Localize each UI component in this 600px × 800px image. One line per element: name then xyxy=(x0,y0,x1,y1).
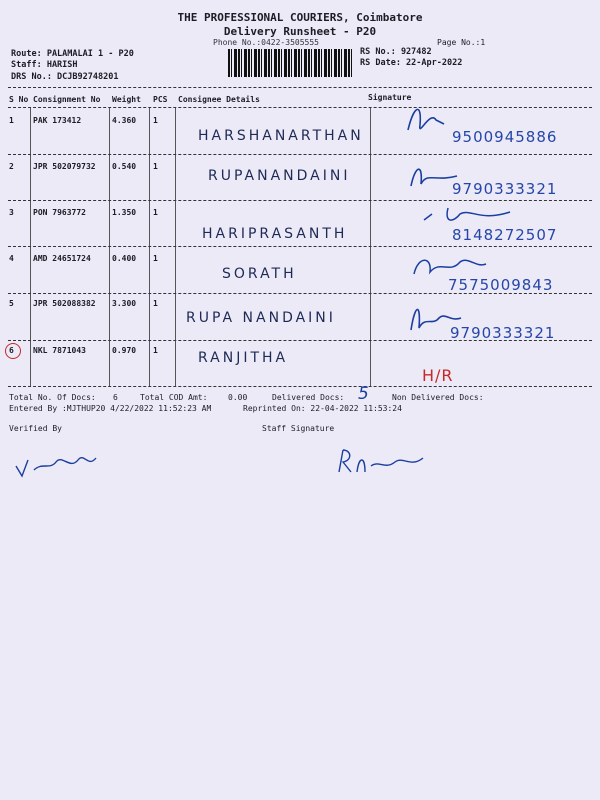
row5-sno: 5 xyxy=(9,299,14,308)
row3-consignee: HARIPRASANTH xyxy=(202,226,348,242)
row2-consignment: JPR 502079732 xyxy=(33,162,96,171)
page-number: Page No.:1 xyxy=(437,38,486,47)
row5-sign-phone: 9790333321 xyxy=(450,324,556,342)
row4-sign-phone: 7575009843 xyxy=(448,276,554,294)
divider xyxy=(8,340,592,341)
row3-consignment: PON 7963772 xyxy=(33,208,86,217)
row5-pcs: 1 xyxy=(153,299,158,308)
divider xyxy=(8,107,592,108)
staff-signature xyxy=(335,446,435,476)
cod-amount: 0.00 xyxy=(228,393,248,402)
rs-number: RS No.: 927482 xyxy=(360,47,432,57)
signature-mark xyxy=(420,204,516,228)
row5-weight: 3.300 xyxy=(112,299,137,308)
signature-mark xyxy=(405,158,465,194)
drs-number: DRS No.: DCJB92748201 xyxy=(11,72,119,82)
col-signature: Signature xyxy=(368,93,412,102)
row3-sign-phone: 8148272507 xyxy=(452,226,558,244)
phone-number: Phone No.:0422-3505555 xyxy=(213,38,319,47)
total-docs: 6 xyxy=(113,393,118,402)
row6-sign-mark: H/R xyxy=(422,366,454,385)
barcode xyxy=(228,49,352,77)
total-docs-label: Total No. Of Docs: xyxy=(9,393,96,402)
row3-weight: 1.350 xyxy=(112,208,137,217)
row6-consignee: RANJITHA xyxy=(198,350,289,366)
delivered-count: 5 xyxy=(358,384,369,404)
divider xyxy=(8,246,592,247)
company-name: THE PROFESSIONAL COURIERS, Coimbatore xyxy=(177,11,423,24)
row4-sno: 4 xyxy=(9,254,14,263)
row2-pcs: 1 xyxy=(153,162,158,171)
row3-sno: 3 xyxy=(9,208,14,217)
staff-signature-label: Staff Signature xyxy=(262,424,335,433)
row1-consignee: HARSHANARTHAN xyxy=(198,128,364,144)
divider xyxy=(8,87,592,88)
row2-consignee: RUPANANDAINI xyxy=(208,168,351,184)
row4-consignee: SORATH xyxy=(222,266,297,282)
row1-sno: 1 xyxy=(9,116,14,125)
col-sno: S No xyxy=(9,95,29,104)
row2-sno: 2 xyxy=(9,162,14,171)
divider xyxy=(8,293,592,294)
rs-date: RS Date: 22-Apr-2022 xyxy=(360,58,463,68)
signature-mark xyxy=(400,100,450,142)
divider xyxy=(8,386,592,387)
col-rule xyxy=(109,108,110,386)
row1-consignment: PAK 173412 xyxy=(33,116,82,125)
row1-weight: 4.360 xyxy=(112,116,137,125)
sheet-title: Delivery Runsheet - P20 xyxy=(223,25,377,38)
row3-pcs: 1 xyxy=(153,208,158,217)
row4-pcs: 1 xyxy=(153,254,158,263)
delivered-label: Delivered Docs: xyxy=(272,393,345,402)
row6-pcs: 1 xyxy=(153,346,158,355)
divider xyxy=(8,200,592,201)
col-consignee: Consignee Details xyxy=(178,95,260,104)
row2-sign-phone: 9790333321 xyxy=(452,180,558,198)
row5-consignee: RUPA NANDAINI xyxy=(186,310,336,326)
col-consignment: Consignment No xyxy=(33,95,101,104)
verified-by-label: Verified By xyxy=(9,424,62,433)
row6-sno: 6 xyxy=(9,346,14,355)
divider xyxy=(8,154,592,155)
row1-pcs: 1 xyxy=(153,116,158,125)
route: Route: PALAMALAI 1 - P20 xyxy=(11,49,134,59)
col-rule xyxy=(149,108,150,386)
col-weight: Weight xyxy=(112,95,141,104)
reprinted-on: Reprinted On: 22-04-2022 11:53:24 xyxy=(243,404,402,413)
verifier-signature xyxy=(12,440,102,480)
row2-weight: 0.540 xyxy=(112,162,137,171)
row4-weight: 0.400 xyxy=(112,254,137,263)
col-rule xyxy=(175,108,176,386)
row6-weight: 0.970 xyxy=(112,346,137,355)
row5-consignment: JPR 502088382 xyxy=(33,299,96,308)
col-rule xyxy=(370,108,371,386)
entered-by: Entered By :MJTHUP20 4/22/2022 11:52:23 AM xyxy=(9,404,212,413)
cod-label: Total COD Amt: xyxy=(140,393,208,402)
row6-consignment: NKL 7871043 xyxy=(33,346,86,355)
col-pcs: PCS xyxy=(153,95,168,104)
staff: Staff: HARISH xyxy=(11,60,78,70)
row4-consignment: AMD 24651724 xyxy=(33,254,91,263)
col-rule xyxy=(30,108,31,386)
non-delivered-label: Non Delivered Docs: xyxy=(392,393,484,402)
signature-mark xyxy=(410,252,490,280)
signature-mark xyxy=(405,298,465,338)
row1-sign-phone: 9500945886 xyxy=(452,128,558,146)
